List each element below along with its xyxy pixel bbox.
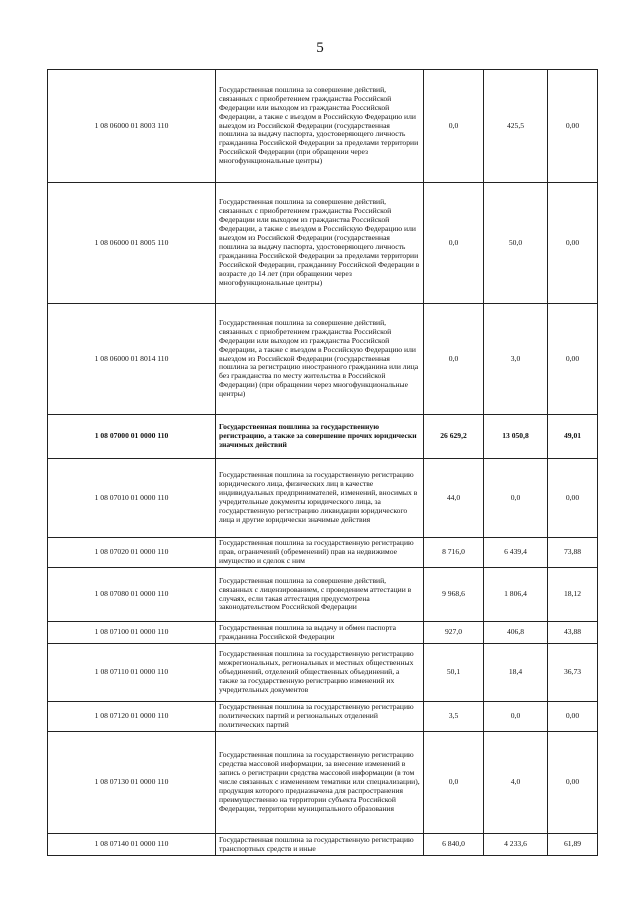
budget-code: 1 08 06000 01 8003 110 [48, 70, 216, 183]
revenue-name: Государственная пошлина за государственную регистрацию, а также за совершение прочих юридически значимых действий [216, 415, 424, 459]
percent-value: 49,01 [548, 415, 598, 459]
plan-value: 0,0 [424, 732, 484, 834]
revenue-name: Государственная пошлина за совершение действий, связанных с приобретением гражданства Российской Федерации или выходом из гражданства Российской Федерации, а также с въездом в Российскую Федерацию или выездом из Российской Федерации (государственная пошлина за выдачу паспорта, удостоверяющего личность гражданина Российской Федерации за пределами территории Российской Федерации, гражданину Российской Федерации в возрасте до 14 лет (при обращении через многофункциональные центры) [216, 183, 424, 304]
fact-value: 406,8 [484, 622, 548, 644]
budget-code: 1 08 07110 01 0000 110 [48, 644, 216, 702]
fact-value: 0,0 [484, 459, 548, 538]
percent-value: 73,88 [548, 538, 598, 568]
revenue-name: Государственная пошлина за государственную регистрацию средства массовой информации, за внесение изменений в запись о регистрации средства массовой информации (в том числе связанных с изменением тематики или специализации), продукция которого предназначена для распространения преимущественно на территории субъекта Российской Федерации, территории муниципального образования [216, 732, 424, 834]
percent-value: 18,12 [548, 568, 598, 622]
percent-value: 61,89 [548, 834, 598, 856]
percent-value: 0,00 [548, 702, 598, 732]
table-row [48, 834, 598, 856]
percent-value: 0,00 [548, 304, 598, 415]
budget-code: 1 08 06000 01 8014 110 [48, 304, 216, 415]
revenue-name: Государственная пошлина за совершение действий, связанных с приобретением гражданства Российской Федерации или выходом из гражданства Российской Федерации, а также с въездом в Российскую Федерацию или выездом из Российской Федерации (государственная пошлина за регистрацию иностранного гражданина или лица без гражданства по месту жительства в Российской Федерации) (при обращении через многофункциональные центры) [216, 304, 424, 415]
fact-value: 0,0 [484, 702, 548, 732]
budget-code: 1 08 06000 01 8005 110 [48, 183, 216, 304]
budget-code: 1 08 07010 01 0000 110 [48, 459, 216, 538]
fact-value: 18,4 [484, 644, 548, 702]
revenue-name: Государственная пошлина за совершение действий, связанных с лицензированием, с проведением аттестации в случаях, если такая аттестация предусмотрена законодательством Российской Федерации [216, 568, 424, 622]
table-row [48, 702, 598, 732]
revenue-name: Государственная пошлина за выдачу и обмен паспорта гражданина Российской Федерации [216, 622, 424, 644]
percent-value: 0,00 [548, 732, 598, 834]
plan-value: 44,0 [424, 459, 484, 538]
plan-value: 927,0 [424, 622, 484, 644]
budget-code: 1 08 07000 01 0000 110 [48, 415, 216, 459]
fact-value: 6 439,4 [484, 538, 548, 568]
revenue-name: Государственная пошлина за государственную регистрацию транспортных средств и иные [216, 834, 424, 856]
percent-value: 36,73 [548, 644, 598, 702]
plan-value: 50,1 [424, 644, 484, 702]
percent-value: 43,88 [548, 622, 598, 644]
page-number: 5 [316, 40, 324, 56]
table-row [48, 644, 598, 702]
budget-code: 1 08 07140 01 0000 110 [48, 834, 216, 856]
revenue-name: Государственная пошлина за государственную регистрацию прав, ограничений (обременений) прав на недвижимое имущество и сделок с ним [216, 538, 424, 568]
plan-value: 0,0 [424, 70, 484, 183]
plan-value: 26 629,2 [424, 415, 484, 459]
table-row [48, 304, 598, 415]
fact-value: 1 806,4 [484, 568, 548, 622]
table-row [48, 538, 598, 568]
plan-value: 6 840,0 [424, 834, 484, 856]
table-row [48, 459, 598, 538]
budget-code: 1 08 07020 01 0000 110 [48, 538, 216, 568]
fact-value: 3,0 [484, 304, 548, 415]
table-row [48, 622, 598, 644]
budget-code: 1 08 07080 01 0000 110 [48, 568, 216, 622]
budget-code: 1 08 07120 01 0000 110 [48, 702, 216, 732]
table-row [48, 732, 598, 834]
table-row [48, 70, 598, 183]
fact-value: 13 050,8 [484, 415, 548, 459]
budget-code: 1 08 07130 01 0000 110 [48, 732, 216, 834]
revenue-name: Государственная пошлина за государственную регистрацию юридического лица, физических лиц в качестве индивидуальных предпринимателей, изменений, вносимых в учредительные документы юридического лица, за государственную регистрацию ликвидации юридического лица и другие юридически значимые действия [216, 459, 424, 538]
plan-value: 0,0 [424, 183, 484, 304]
plan-value: 3,5 [424, 702, 484, 732]
plan-value: 0,0 [424, 304, 484, 415]
fact-value: 50,0 [484, 183, 548, 304]
table-row [48, 183, 598, 304]
revenue-table [47, 69, 598, 856]
table-row [48, 568, 598, 622]
fact-value: 4,0 [484, 732, 548, 834]
plan-value: 9 968,6 [424, 568, 484, 622]
table-row [48, 415, 598, 459]
percent-value: 0,00 [548, 459, 598, 538]
percent-value: 0,00 [548, 183, 598, 304]
percent-value: 0,00 [548, 70, 598, 183]
revenue-name: Государственная пошлина за совершение действий, связанных с приобретением гражданства Российской Федерации или выходом из гражданства Российской Федерации, а также с въездом в Российскую Федерацию или выездом из Российской Федерации (государственная пошлина за выдачу паспорта, удостоверяющего личность гражданина Российской Федерации за пределами территории Российской Федерации (при обращении через многофункциональные центры) [216, 70, 424, 183]
plan-value: 8 716,0 [424, 538, 484, 568]
fact-value: 4 233,6 [484, 834, 548, 856]
revenue-name: Государственная пошлина за государственную регистрацию межрегиональных, региональных и местных общественных объединений, отделений общественных объединений, а также за государственную регистрацию изменений их учредительных документов [216, 644, 424, 702]
revenue-name: Государственная пошлина за государственную регистрацию политических партий и региональных отделений политических партий [216, 702, 424, 732]
fact-value: 425,5 [484, 70, 548, 183]
budget-code: 1 08 07100 01 0000 110 [48, 622, 216, 644]
